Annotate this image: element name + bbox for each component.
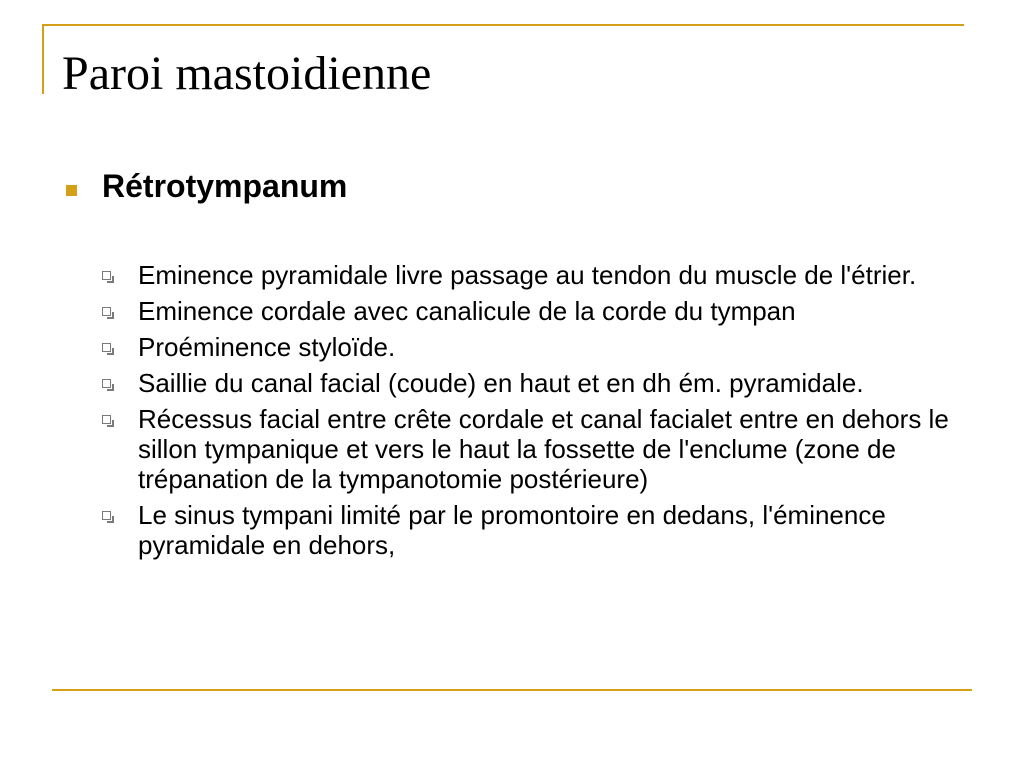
hollow-square-bullet-icon — [102, 307, 111, 316]
sub-bullet-text: Eminence cordale avec canalicule de la corde du tympan — [138, 296, 796, 326]
title-frame-left-rule — [42, 24, 44, 94]
sub-bullet-text: Récessus facial entre crête cordale et canal facialet entre en dehors le sillon tympanique et vers le haut la fossette de l'enclume (zone de trépanation de la tympanotomie postérieure) — [138, 404, 949, 494]
sub-bullet-item — [100, 368, 980, 398]
sub-bullet-text: Eminence pyramidale livre passage au tendon du muscle de l'étrier. — [138, 260, 917, 290]
main-bullet-item — [66, 166, 347, 206]
sub-bullet-item — [100, 296, 980, 326]
title-frame-top-rule — [42, 24, 964, 26]
slide-title: Paroi mastoidienne — [62, 47, 432, 100]
sub-bullet-item — [100, 404, 980, 494]
sub-bullet-item — [100, 260, 980, 290]
sub-bullet-text: Le sinus tympani limité par le promontoire en dedans, l'éminence pyramidale en dehors, — [138, 500, 886, 560]
bottom-rule — [52, 689, 972, 691]
square-bullet-icon — [66, 185, 77, 196]
hollow-square-bullet-icon — [102, 415, 111, 424]
hollow-square-bullet-icon — [102, 271, 111, 280]
hollow-square-bullet-icon — [102, 379, 111, 388]
sub-bullet-text: Proéminence styloïde. — [138, 332, 396, 362]
main-bullet-text: Rétrotympanum — [102, 168, 348, 204]
hollow-square-bullet-icon — [102, 343, 111, 352]
sub-bullet-item — [100, 500, 980, 560]
sub-bullet-item — [100, 332, 980, 362]
sub-bullet-text: Saillie du canal facial (coude) en haut et en dh ém. pyramidale. — [138, 368, 864, 398]
hollow-square-bullet-icon — [102, 511, 111, 520]
sub-bullet-list — [100, 260, 980, 566]
